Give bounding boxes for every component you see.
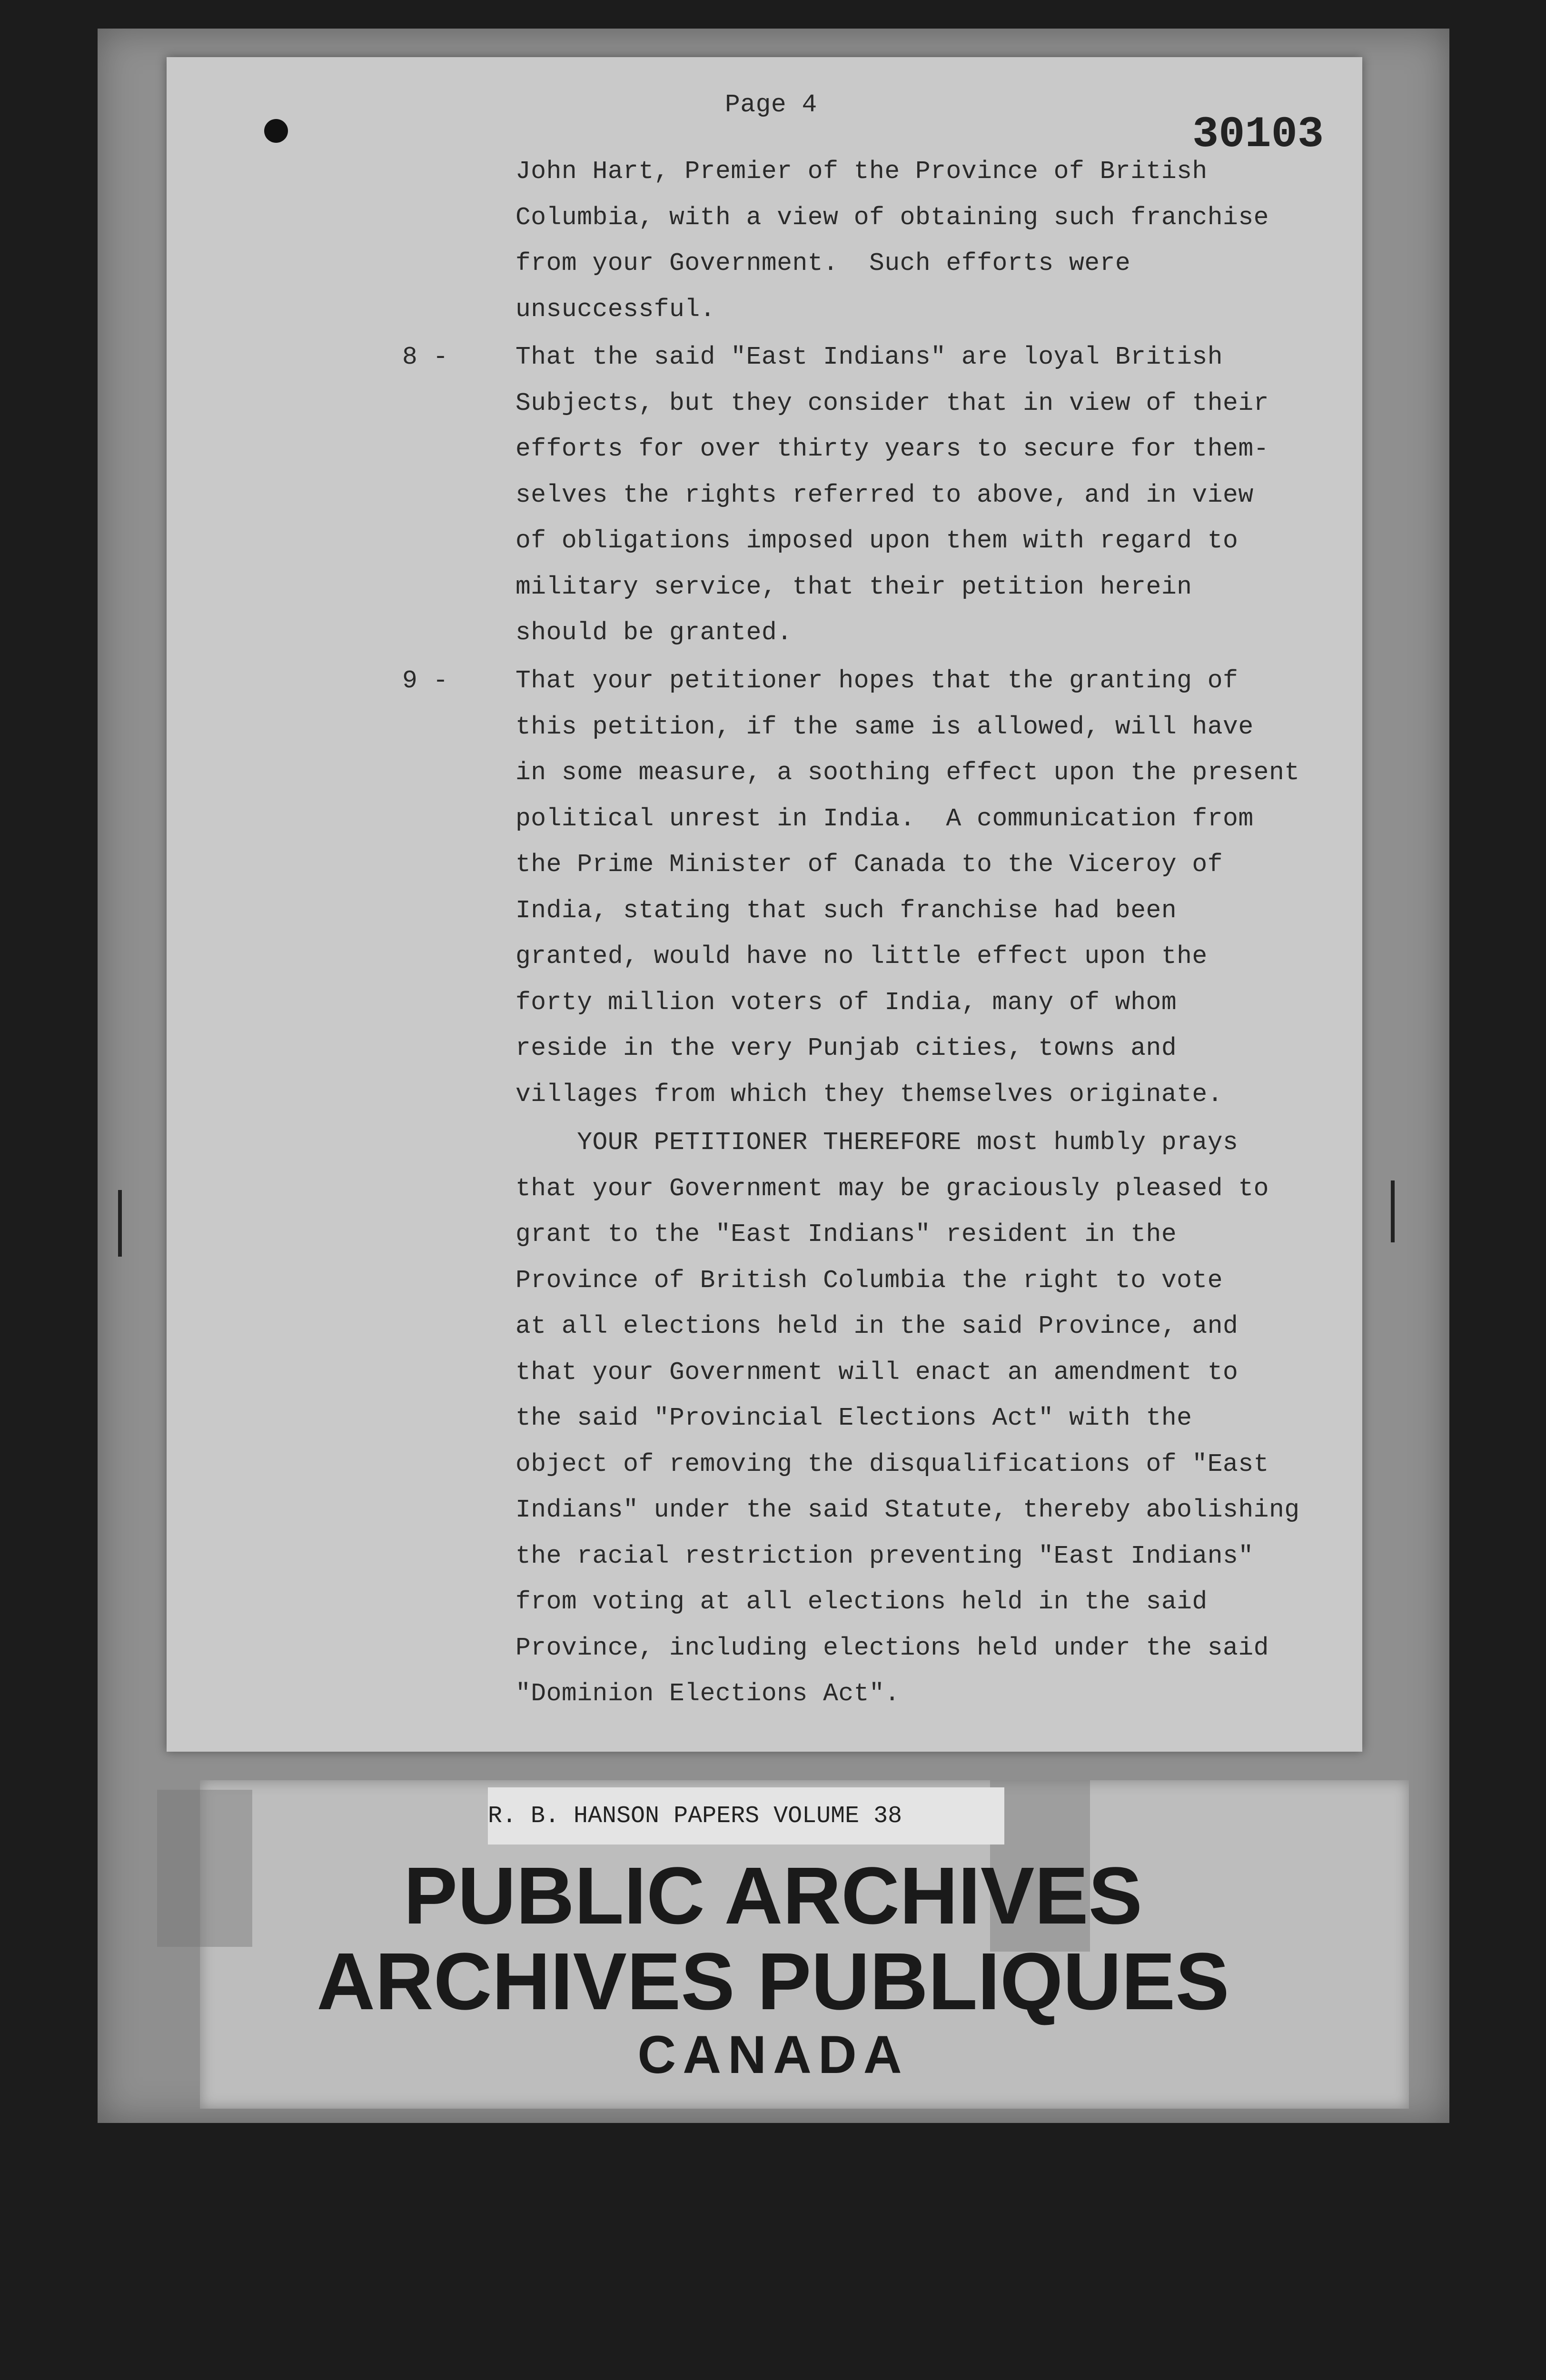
text-line: of obligations imposed upon them with regard to	[515, 526, 1239, 555]
text-line: efforts for over thirty years to secure for them-	[515, 435, 1269, 463]
text-line: reside in the very Punjab cities, towns and	[515, 1034, 1177, 1062]
archives-country: CANADA	[637, 2025, 909, 2084]
text-line: granted, would have no little effect upon the	[515, 942, 1208, 971]
text-line: the racial restriction preventing "East Indians"	[515, 1541, 1254, 1570]
text-line: John Hart, Premier of the Province of British	[515, 157, 1208, 186]
punch-hole	[264, 119, 288, 143]
text-line: this petition, if the same is allowed, will have	[515, 712, 1254, 741]
text-line: that your Government may be graciously pleased to	[515, 1174, 1269, 1203]
text-line: unsuccessful.	[515, 295, 715, 324]
text-line: Indians" under the said Statute, thereby abolishing	[515, 1496, 1300, 1524]
text-line: grant to the "East Indians" resident in the	[515, 1220, 1177, 1249]
text-line: object of removing the disqualifications of "East	[515, 1449, 1269, 1478]
archives-title-fr: ARCHIVES PUBLIQUES	[317, 1936, 1229, 2027]
archives-title-en: PUBLIC ARCHIVES	[403, 1851, 1143, 1941]
edge-mark	[1391, 1180, 1395, 1242]
text-line: in some measure, a soothing effect upon the present	[515, 758, 1300, 787]
text-line: political unrest in India. A communication from	[515, 804, 1254, 833]
text-line: That your petitioner hopes that the granting of	[515, 666, 1239, 695]
text-line: Subjects, but they consider that in view of their	[515, 388, 1269, 417]
paragraph-number: 8 -	[402, 343, 448, 371]
text-line: should be granted.	[515, 618, 793, 647]
text-line: selves the rights referred to above, and in view	[515, 480, 1254, 509]
text-line: forty million voters of India, many of whom	[515, 988, 1177, 1017]
stamp-number: 30103	[1192, 109, 1324, 159]
text-line: the Prime Minister of Canada to the Viceroy of	[515, 850, 1223, 879]
text-line: the said "Provincial Elections Act" with the	[515, 1404, 1192, 1432]
edge-mark	[118, 1190, 122, 1257]
text-line: military service, that their petition herein	[515, 572, 1192, 601]
text-line: Columbia, with a view of obtaining such franchise	[515, 203, 1269, 232]
text-line: that your Government will enact an amendment to	[515, 1358, 1239, 1387]
text-line: at all elections held in the said Province, and	[515, 1312, 1239, 1340]
text-line: villages from which they themselves originate.	[515, 1080, 1223, 1109]
volume-text: R. B. HANSON PAPERS VOLUME 38	[488, 1803, 902, 1830]
text-line: Province, including elections held under the said	[515, 1633, 1269, 1662]
text-line: Province of British Columbia the right to vote	[515, 1266, 1223, 1295]
page-header: Page 4	[725, 90, 817, 119]
text-line: YOUR PETITIONER THEREFORE most humbly prays	[515, 1128, 1239, 1157]
text-line: from voting at all elections held in the said	[515, 1587, 1208, 1616]
volume-strip	[488, 1787, 1004, 1844]
text-line: India, stating that such franchise had been	[515, 896, 1177, 925]
text-line: from your Government. Such efforts were	[515, 249, 1131, 278]
paragraph-number: 9 -	[402, 666, 448, 695]
text-line: That the said "East Indians" are loyal British	[515, 343, 1223, 371]
text-line: "Dominion Elections Act".	[515, 1679, 900, 1708]
